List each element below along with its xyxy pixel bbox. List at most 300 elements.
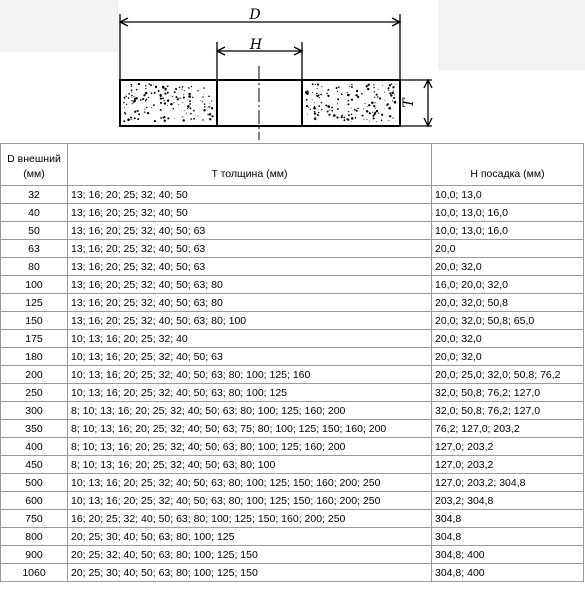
abrasive-grain	[368, 84, 370, 86]
table-row	[1, 186, 584, 204]
abrasive-grain	[138, 83, 140, 85]
abrasive-grain	[190, 113, 192, 115]
cell-thickness: 10; 13; 16; 20; 25; 32; 40	[68, 330, 432, 348]
abrasive-grain	[314, 106, 315, 107]
cell-bore: 304,8	[432, 528, 584, 546]
abrasive-grain	[175, 88, 177, 90]
cell-outer-diameter: 900	[1, 546, 68, 564]
cell-bore: 304,8; 400	[432, 546, 584, 564]
abrasive-grain	[390, 94, 392, 96]
abrasive-grain	[355, 117, 357, 119]
abrasive-grain	[391, 92, 393, 94]
wheel-dimension-drawing	[0, 0, 585, 143]
abrasive-grain	[140, 99, 142, 101]
cell-bore: 20,0; 32,0; 50,8	[432, 294, 584, 312]
abrasive-grain	[351, 99, 353, 101]
abrasive-grain	[369, 121, 370, 122]
abrasive-grain	[371, 101, 374, 104]
cell-outer-diameter: 450	[1, 456, 68, 474]
abrasive-grain	[321, 102, 323, 104]
abrasive-grain	[209, 113, 211, 115]
cell-bore: 127,0; 203,2; 304,8	[432, 474, 584, 492]
abrasive-grain	[202, 119, 203, 120]
abrasive-grain	[343, 119, 345, 121]
abrasive-grain	[184, 110, 185, 111]
abrasive-grain	[151, 92, 153, 94]
table-row	[1, 438, 584, 456]
abrasive-grain	[137, 118, 139, 120]
abrasive-grain	[153, 104, 155, 106]
cell-bore: 10,0; 13,0; 16,0	[432, 204, 584, 222]
abrasive-grain	[133, 101, 135, 103]
abrasive-grain	[343, 117, 345, 119]
abrasive-grain	[348, 114, 350, 116]
cell-outer-diameter: 600	[1, 492, 68, 510]
abrasive-grain	[374, 102, 375, 103]
abrasive-grain	[361, 93, 363, 95]
abrasive-grain	[160, 117, 162, 119]
abrasive-grain	[203, 94, 204, 95]
table-row	[1, 258, 584, 276]
abrasive-grain	[389, 115, 391, 117]
abrasive-grain	[337, 98, 339, 100]
abrasive-grain	[337, 91, 338, 92]
abrasive-grain	[312, 83, 314, 85]
abrasive-grain	[316, 93, 318, 95]
abrasive-grain	[209, 106, 210, 107]
abrasive-grain	[319, 97, 320, 98]
abrasive-grain	[160, 102, 162, 104]
abrasive-grain	[190, 107, 192, 109]
abrasive-grain	[373, 87, 374, 88]
abrasive-grain	[167, 117, 169, 119]
abrasive-grain	[167, 86, 168, 87]
table-body	[1, 186, 584, 582]
table-row	[1, 384, 584, 402]
cell-thickness: 13; 16; 20; 25; 32; 40; 50; 63	[68, 222, 432, 240]
abrasive-grain	[123, 120, 125, 122]
cell-bore: 20,0; 32,0	[432, 348, 584, 366]
abrasive-grain	[193, 110, 194, 111]
cell-bore: 304,8	[432, 510, 584, 528]
abrasive-grain	[374, 97, 375, 98]
abrasive-grain	[155, 86, 157, 88]
header-outer-diameter-line1: D внешний	[7, 153, 61, 165]
abrasive-grain	[384, 108, 385, 109]
abrasive-grain	[144, 111, 145, 112]
abrasive-grain	[317, 83, 319, 85]
header-bore: H посадка (мм)	[432, 144, 584, 186]
abrasive-grain	[162, 116, 164, 118]
cell-thickness: 20; 25; 30; 40; 50; 63; 80; 100; 125	[68, 528, 432, 546]
abrasive-grain	[204, 106, 206, 108]
abrasive-grain	[341, 116, 343, 118]
cell-bore: 16,0; 20,0; 32,0	[432, 276, 584, 294]
cell-outer-diameter: 180	[1, 348, 68, 366]
abrasive-grain	[347, 92, 348, 93]
abrasive-grain	[318, 105, 320, 107]
abrasive-grain	[377, 96, 379, 98]
abrasive-grain	[124, 107, 125, 108]
abrasive-grain	[392, 117, 393, 118]
cell-bore: 76,2; 127,0; 203,2	[432, 420, 584, 438]
table-row	[1, 420, 584, 438]
abrasive-grain	[357, 108, 359, 110]
abrasive-grain	[306, 105, 308, 107]
cell-outer-diameter: 350	[1, 420, 68, 438]
cell-thickness: 13; 16; 20; 25; 32; 40; 50	[68, 186, 432, 204]
abrasive-grain	[316, 95, 318, 97]
abrasive-grain	[327, 105, 330, 108]
cell-thickness: 16; 20; 25; 32; 40; 50; 63; 80; 100; 125; 150; 160; 200; 250	[68, 510, 432, 528]
abrasive-grain	[131, 95, 133, 97]
abrasive-grain	[190, 118, 192, 120]
abrasive-grain	[188, 93, 191, 96]
cell-bore: 20,0; 32,0; 50,8; 65,0	[432, 312, 584, 330]
abrasive-grain	[342, 115, 344, 117]
abrasive-grain	[372, 112, 373, 113]
abrasive-grain	[202, 96, 203, 97]
abrasive-grain	[160, 97, 162, 99]
cell-outer-diameter: 300	[1, 402, 68, 420]
abrasive-grain	[208, 96, 210, 98]
abrasive-grain	[373, 117, 375, 119]
header-outer-diameter-line2: (мм)	[23, 168, 45, 180]
cell-outer-diameter: 80	[1, 258, 68, 276]
abrasive-grain	[128, 97, 130, 99]
abrasive-grain	[173, 102, 174, 103]
abrasive-grain	[326, 93, 327, 94]
abrasive-grain	[125, 96, 126, 97]
abrasive-grain	[313, 107, 316, 110]
abrasive-grain	[341, 93, 343, 95]
cell-thickness: 13; 16; 20; 25; 32; 40; 50; 63; 80	[68, 294, 432, 312]
abrasive-grain	[382, 85, 383, 86]
abrasive-grain	[130, 84, 132, 86]
abrasive-grain	[389, 92, 391, 94]
table-row	[1, 222, 584, 240]
abrasive-grain	[172, 96, 173, 97]
abrasive-grain	[183, 119, 185, 121]
abrasive-grain	[351, 121, 352, 122]
abrasive-grain	[187, 105, 190, 108]
abrasive-grain	[186, 113, 187, 114]
abrasive-grain	[167, 92, 169, 94]
table-row	[1, 474, 584, 492]
abrasive-grain	[182, 86, 184, 88]
cell-thickness: 10; 13; 16; 20; 25; 32; 40; 50; 63; 80; 100; 125; 150; 160; 200; 250	[68, 492, 432, 510]
abrasive-grain	[329, 110, 330, 111]
cell-bore: 10,0; 13,0; 16,0	[432, 222, 584, 240]
abrasive-grain	[162, 97, 164, 99]
abrasive-grain	[192, 97, 193, 98]
abrasive-grain	[208, 106, 209, 107]
abrasive-grain	[126, 104, 127, 105]
abrasive-grain	[337, 103, 338, 104]
abrasive-grain	[178, 104, 179, 105]
abrasive-grain	[349, 94, 350, 95]
abrasive-grain	[164, 120, 166, 122]
outer-diameter-label: D	[249, 7, 261, 23]
abrasive-grain	[132, 97, 133, 98]
cell-outer-diameter: 200	[1, 366, 68, 384]
table-row	[1, 546, 584, 564]
abrasive-grain	[306, 99, 308, 101]
abrasive-grain	[357, 95, 358, 96]
abrasive-grain	[130, 119, 131, 120]
abrasive-grain	[381, 114, 383, 116]
abrasive-grain	[193, 118, 195, 120]
cell-outer-diameter: 750	[1, 510, 68, 528]
abrasive-grain	[347, 100, 348, 101]
abrasive-grain	[164, 89, 166, 91]
abrasive-grain	[384, 92, 385, 93]
header-thickness: T толщина (мм)	[68, 144, 432, 186]
abrasive-grain	[308, 107, 309, 108]
abrasive-grain	[315, 84, 316, 85]
abrasive-grain	[347, 94, 350, 97]
abrasive-grain	[136, 89, 137, 90]
table-row	[1, 366, 584, 384]
abrasive-grain	[373, 105, 375, 107]
abrasive-grain	[388, 107, 391, 110]
abrasive-grain	[188, 87, 190, 89]
abrasive-grain	[203, 87, 205, 89]
abrasive-grain	[376, 121, 377, 122]
abrasive-grain	[148, 97, 149, 98]
cell-outer-diameter: 500	[1, 474, 68, 492]
abrasive-grain	[164, 93, 166, 95]
abrasive-grain	[391, 83, 392, 84]
abrasive-grain	[349, 86, 350, 87]
bore-label: H	[249, 37, 263, 53]
abrasive-grain	[174, 118, 175, 119]
abrasive-grain	[364, 103, 365, 104]
abrasive-grain	[144, 95, 146, 97]
abrasive-grain	[347, 103, 349, 105]
abrasive-grain	[138, 113, 140, 115]
abrasive-grain	[395, 84, 396, 85]
abrasive-grain	[394, 94, 395, 95]
abrasive-grain	[328, 114, 330, 116]
abrasive-grain	[189, 103, 191, 105]
cell-thickness: 8; 10; 13; 16; 20; 25; 32; 40; 50; 63; 80; 100; 125; 160; 200	[68, 438, 432, 456]
cell-outer-diameter: 32	[1, 186, 68, 204]
abrasive-grain	[388, 120, 389, 121]
abrasive-grain	[167, 105, 168, 106]
abrasive-grain	[182, 116, 183, 117]
abrasive-grain	[351, 117, 354, 120]
abrasive-grain	[173, 108, 175, 110]
abrasive-grain	[207, 114, 209, 116]
abrasive-grain	[160, 95, 162, 97]
abrasive-grain	[211, 115, 213, 117]
abrasive-grain	[312, 99, 313, 100]
abrasive-grain	[374, 91, 375, 92]
abrasive-grain	[314, 112, 316, 114]
cell-thickness: 10; 13; 16; 20; 25; 32; 40; 50; 63	[68, 348, 432, 366]
table-header-row	[1, 144, 584, 186]
abrasive-grain	[164, 102, 166, 104]
abrasive-grain	[200, 100, 201, 101]
cell-outer-diameter: 100	[1, 276, 68, 294]
abrasive-grain	[131, 91, 132, 92]
cell-outer-diameter: 800	[1, 528, 68, 546]
abrasive-grain	[376, 110, 378, 112]
abrasive-grain	[202, 101, 203, 102]
cell-outer-diameter: 400	[1, 438, 68, 456]
abrasive-grain	[310, 109, 311, 110]
abrasive-grain	[189, 100, 191, 102]
abrasive-grain	[184, 90, 185, 91]
abrasive-grain	[367, 88, 369, 90]
cell-thickness: 10; 13; 16; 20; 25; 32; 40; 50; 63; 80; 100; 125	[68, 384, 432, 402]
abrasive-grain	[176, 96, 178, 98]
cell-outer-diameter: 1060	[1, 564, 68, 582]
abrasive-grain	[336, 87, 338, 89]
abrasive-grain	[366, 110, 368, 112]
abrasive-grain	[331, 107, 333, 109]
abrasive-grain	[351, 86, 353, 88]
cell-outer-diameter: 63	[1, 240, 68, 258]
abrasive-grain	[377, 89, 378, 90]
abrasive-grain	[154, 92, 156, 94]
abrasive-grain	[131, 100, 132, 101]
abrasive-grain	[153, 85, 154, 86]
cell-bore: 304,8; 400	[432, 564, 584, 582]
abrasive-grain	[191, 86, 193, 88]
abrasive-grain	[145, 100, 147, 102]
cell-thickness: 8; 10; 13; 16; 20; 25; 32; 40; 50; 63; 80; 100	[68, 456, 432, 474]
abrasive-grain	[130, 116, 132, 118]
wheel-size-table	[0, 143, 584, 582]
abrasive-grain	[179, 87, 181, 89]
cell-outer-diameter: 175	[1, 330, 68, 348]
table-row	[1, 348, 584, 366]
abrasive-grain	[131, 89, 133, 91]
table-row	[1, 204, 584, 222]
abrasive-grain	[378, 113, 379, 114]
cell-outer-diameter: 125	[1, 294, 68, 312]
table-row	[1, 312, 584, 330]
wheel-cross-section-figure	[0, 0, 585, 143]
abrasive-grain	[154, 120, 156, 122]
abrasive-grain	[374, 112, 376, 114]
cell-bore: 32,0; 50,8; 76,2; 127,0	[432, 402, 584, 420]
cell-bore: 127,0; 203,2	[432, 438, 584, 456]
cell-bore: 20,0; 32,0	[432, 258, 584, 276]
abrasive-grain	[351, 107, 352, 108]
cell-thickness: 13; 16; 20; 25; 32; 40; 50; 63; 80	[68, 276, 432, 294]
abrasive-grain	[325, 105, 327, 107]
abrasive-grain	[318, 94, 320, 96]
abrasive-grain	[318, 112, 319, 113]
abrasive-grain	[312, 92, 313, 93]
abrasive-grain	[204, 103, 206, 105]
abrasive-grain	[362, 115, 364, 117]
abrasive-grain	[366, 119, 367, 120]
abrasive-grain	[197, 90, 198, 91]
abrasive-grain	[145, 98, 147, 100]
abrasive-grain	[363, 108, 364, 109]
abrasive-grain	[150, 84, 152, 86]
cell-thickness: 13; 16; 20; 25; 32; 40; 50; 63	[68, 240, 432, 258]
abrasive-grain	[134, 117, 136, 119]
abrasive-grain	[178, 98, 179, 99]
abrasive-grain	[351, 84, 352, 85]
abrasive-grain	[354, 109, 356, 111]
abrasive-grain	[373, 84, 374, 85]
abrasive-grain	[170, 103, 173, 106]
abrasive-grain	[182, 102, 183, 103]
cell-bore: 203,2; 304,8	[432, 492, 584, 510]
abrasive-grain	[336, 116, 338, 118]
abrasive-grain	[145, 92, 148, 95]
cell-thickness: 8; 10; 13; 16; 20; 25; 32; 40; 50; 63; 80; 100; 125; 160; 200	[68, 402, 432, 420]
table-row	[1, 330, 584, 348]
abrasive-grain	[393, 90, 394, 91]
abrasive-grain	[314, 111, 315, 112]
table-row	[1, 456, 584, 474]
abrasive-grain	[381, 119, 383, 121]
table-row	[1, 402, 584, 420]
abrasive-grain	[134, 96, 135, 97]
cell-thickness: 13; 16; 20; 25; 32; 40; 50; 63	[68, 258, 432, 276]
cell-outer-diameter: 40	[1, 204, 68, 222]
abrasive-grain	[148, 83, 150, 85]
abrasive-grain	[307, 114, 308, 115]
cell-thickness: 20; 25; 32; 40; 50; 63; 80; 100; 125; 150	[68, 546, 432, 564]
abrasive-grain	[209, 103, 210, 104]
abrasive-grain	[321, 109, 322, 110]
abrasive-grain	[315, 117, 316, 118]
abrasive-grain	[369, 112, 371, 114]
table-row	[1, 240, 584, 258]
abrasive-grain	[333, 114, 336, 117]
cell-bore: 32,0; 50,8; 76,2; 127,0	[432, 384, 584, 402]
cell-bore: 20,0; 32,0	[432, 330, 584, 348]
abrasive-grain	[356, 90, 358, 92]
cell-outer-diameter: 250	[1, 384, 68, 402]
abrasive-grain	[131, 103, 132, 104]
abrasive-grain	[197, 115, 198, 116]
abrasive-grain	[162, 86, 165, 89]
table-row	[1, 528, 584, 546]
abrasive-grain	[167, 100, 169, 102]
abrasive-grain	[363, 119, 364, 120]
abrasive-grain	[165, 116, 166, 117]
cell-bore: 127,0; 203,2	[432, 456, 584, 474]
abrasive-grain	[317, 114, 319, 116]
abrasive-grain	[379, 97, 381, 99]
cell-bore: 20,0	[432, 240, 584, 258]
cell-thickness: 10; 13; 16; 20; 25; 32; 40; 50; 63; 80; 100; 125; 160	[68, 366, 432, 384]
abrasive-grain	[320, 94, 322, 96]
cell-outer-diameter: 150	[1, 312, 68, 330]
abrasive-grain	[351, 114, 353, 116]
abrasive-grain	[182, 89, 183, 90]
abrasive-grain	[137, 110, 139, 112]
abrasive-grain	[209, 118, 211, 120]
abrasive-grain	[306, 93, 308, 95]
header-outer-diameter	[1, 144, 68, 186]
table-row	[1, 510, 584, 528]
abrasive-grain	[131, 86, 132, 87]
abrasive-grain	[385, 100, 386, 101]
abrasive-grain	[367, 106, 368, 107]
abrasive-grain	[392, 100, 393, 101]
abrasive-grain	[144, 109, 145, 110]
